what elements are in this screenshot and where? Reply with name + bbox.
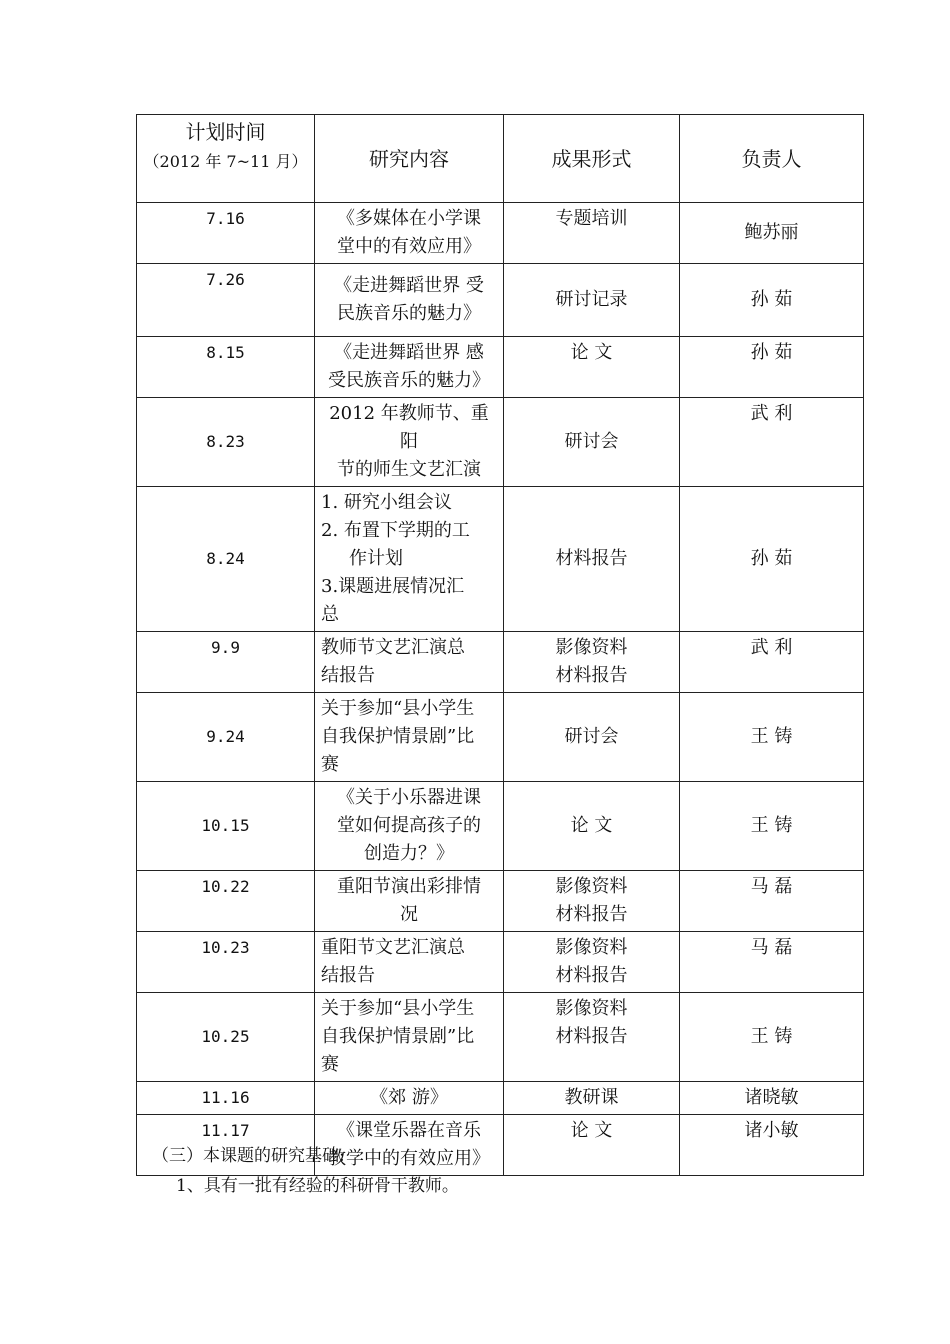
row-date: 8.15 <box>137 337 315 398</box>
content-line: 关于参加“县小学生 <box>321 698 475 719</box>
content-line: 2012 年教师节、重阳 <box>329 403 489 452</box>
row-person: 武 利 <box>680 632 864 693</box>
table-header-row <box>137 115 864 203</box>
row-content <box>315 398 504 487</box>
content-line: 1. 研究小组会议 <box>321 492 452 513</box>
header-time-sub: （2012 年 7~11 月） <box>143 152 308 171</box>
row-date: 7.16 <box>137 203 315 264</box>
content-line: 教师节文艺汇演总 <box>321 637 465 658</box>
row-date: 10.22 <box>137 871 315 932</box>
section-heading: （三）本课题的研究基础: <box>152 1146 345 1166</box>
row-date: 11.17 <box>137 1115 315 1176</box>
row-content: 《郊 游》 <box>315 1082 504 1115</box>
form-line: 影像资料 <box>555 876 628 897</box>
row-person: 马 磊 <box>680 871 864 932</box>
row-person: 孙 茹 <box>680 487 864 632</box>
form-line: 材料报告 <box>555 1026 628 1047</box>
content-line: 教学中的有效应用》 <box>328 1148 490 1169</box>
row-person: 诸晓敏 <box>680 1082 864 1115</box>
content-line: 结报告 <box>321 665 375 686</box>
row-form <box>504 932 680 993</box>
content-line: 自我保护情景剧”比 <box>321 1026 475 1047</box>
row-content <box>315 932 504 993</box>
table-row <box>137 398 864 487</box>
header-person: 负责人 <box>680 115 864 203</box>
content-line: 堂中的有效应用》 <box>337 236 481 257</box>
row-date: 9.9 <box>137 632 315 693</box>
content-line: 赛 <box>321 754 339 775</box>
content-line: 赛 <box>321 1054 339 1075</box>
header-plan-time <box>137 115 315 203</box>
table-row <box>137 782 864 871</box>
content-line: 《走进舞蹈世界 感 <box>334 342 484 363</box>
table-row <box>137 632 864 693</box>
content-line: 2. 布置下学期的工 <box>321 520 470 541</box>
row-person: 王 铸 <box>680 782 864 871</box>
row-content <box>315 203 504 264</box>
row-form: 研讨记录 <box>504 264 680 337</box>
body-paragraph: 1、具有一批有经验的科研骨干教师。 <box>176 1176 459 1196</box>
row-form: 论 文 <box>504 1115 680 1176</box>
row-date: 8.23 <box>137 398 315 487</box>
content-line: 民族音乐的魅力》 <box>337 303 481 324</box>
row-person: 鲍苏丽 <box>680 203 864 264</box>
row-person: 马 磊 <box>680 932 864 993</box>
research-plan-table <box>136 114 864 1176</box>
content-line: 创造力？》 <box>364 843 454 864</box>
content-line: 《多媒体在小学课 <box>337 208 481 229</box>
content-line: 《课堂乐器在音乐 <box>337 1120 481 1141</box>
content-line: 重阳节演出彩排情 <box>337 876 481 897</box>
form-line: 材料报告 <box>555 665 628 686</box>
form-line: 影像资料 <box>555 998 628 1019</box>
row-form <box>504 871 680 932</box>
row-date: 9.24 <box>137 693 315 782</box>
header-content: 研究内容 <box>315 115 504 203</box>
content-line: 关于参加“县小学生 <box>321 998 475 1019</box>
row-content <box>315 487 504 632</box>
row-form: 研讨会 <box>504 693 680 782</box>
content-line: 结报告 <box>321 965 375 986</box>
row-person: 王 铸 <box>680 993 864 1082</box>
table-row <box>137 487 864 632</box>
content-line: 3.课题进展情况汇 <box>321 576 465 597</box>
content-line: 总 <box>321 604 339 625</box>
content-line: 堂如何提高孩子的 <box>337 815 481 836</box>
row-content <box>315 871 504 932</box>
content-line: 《走进舞蹈世界 受 <box>334 275 484 296</box>
content-line: 作计划 <box>349 548 403 569</box>
form-line: 影像资料 <box>555 937 628 958</box>
header-form: 成果形式 <box>504 115 680 203</box>
row-content <box>315 693 504 782</box>
table-row <box>137 337 864 398</box>
row-person: 武 利 <box>680 398 864 487</box>
row-content <box>315 632 504 693</box>
row-person: 孙 茹 <box>680 264 864 337</box>
row-date: 10.25 <box>137 993 315 1082</box>
form-line: 材料报告 <box>555 965 628 986</box>
row-form: 教研课 <box>504 1082 680 1115</box>
content-line: 节的师生文艺汇演 <box>337 459 481 480</box>
row-date: 8.24 <box>137 487 315 632</box>
row-person: 孙 茹 <box>680 337 864 398</box>
row-content <box>315 993 504 1082</box>
form-line: 影像资料 <box>555 637 628 658</box>
row-form: 专题培训 <box>504 203 680 264</box>
row-form <box>504 993 680 1082</box>
row-date: 10.15 <box>137 782 315 871</box>
row-date: 11.16 <box>137 1082 315 1115</box>
row-form: 材料报告 <box>504 487 680 632</box>
row-date: 10.23 <box>137 932 315 993</box>
row-person: 王 铸 <box>680 693 864 782</box>
table-row <box>137 871 864 932</box>
row-content <box>315 264 504 337</box>
row-content <box>315 337 504 398</box>
form-line: 材料报告 <box>555 904 628 925</box>
content-line: 自我保护情景剧”比 <box>321 726 475 747</box>
row-form <box>504 632 680 693</box>
row-content <box>315 782 504 871</box>
content-line: 重阳节文艺汇演总 <box>321 937 465 958</box>
content-line: 《关于小乐器进课 <box>337 787 481 808</box>
row-form: 论 文 <box>504 782 680 871</box>
row-date: 7.26 <box>137 264 315 337</box>
row-person: 诸小敏 <box>680 1115 864 1176</box>
table-row <box>137 932 864 993</box>
table-row <box>137 264 864 337</box>
row-form: 论 文 <box>504 337 680 398</box>
header-time-main: 计划时间 <box>185 120 266 144</box>
content-line: 况 <box>400 904 418 925</box>
table-row <box>137 1082 864 1115</box>
content-line: 受民族音乐的魅力》 <box>328 370 490 391</box>
table-row <box>137 203 864 264</box>
row-form: 研讨会 <box>504 398 680 487</box>
table-row <box>137 993 864 1082</box>
table-row <box>137 693 864 782</box>
